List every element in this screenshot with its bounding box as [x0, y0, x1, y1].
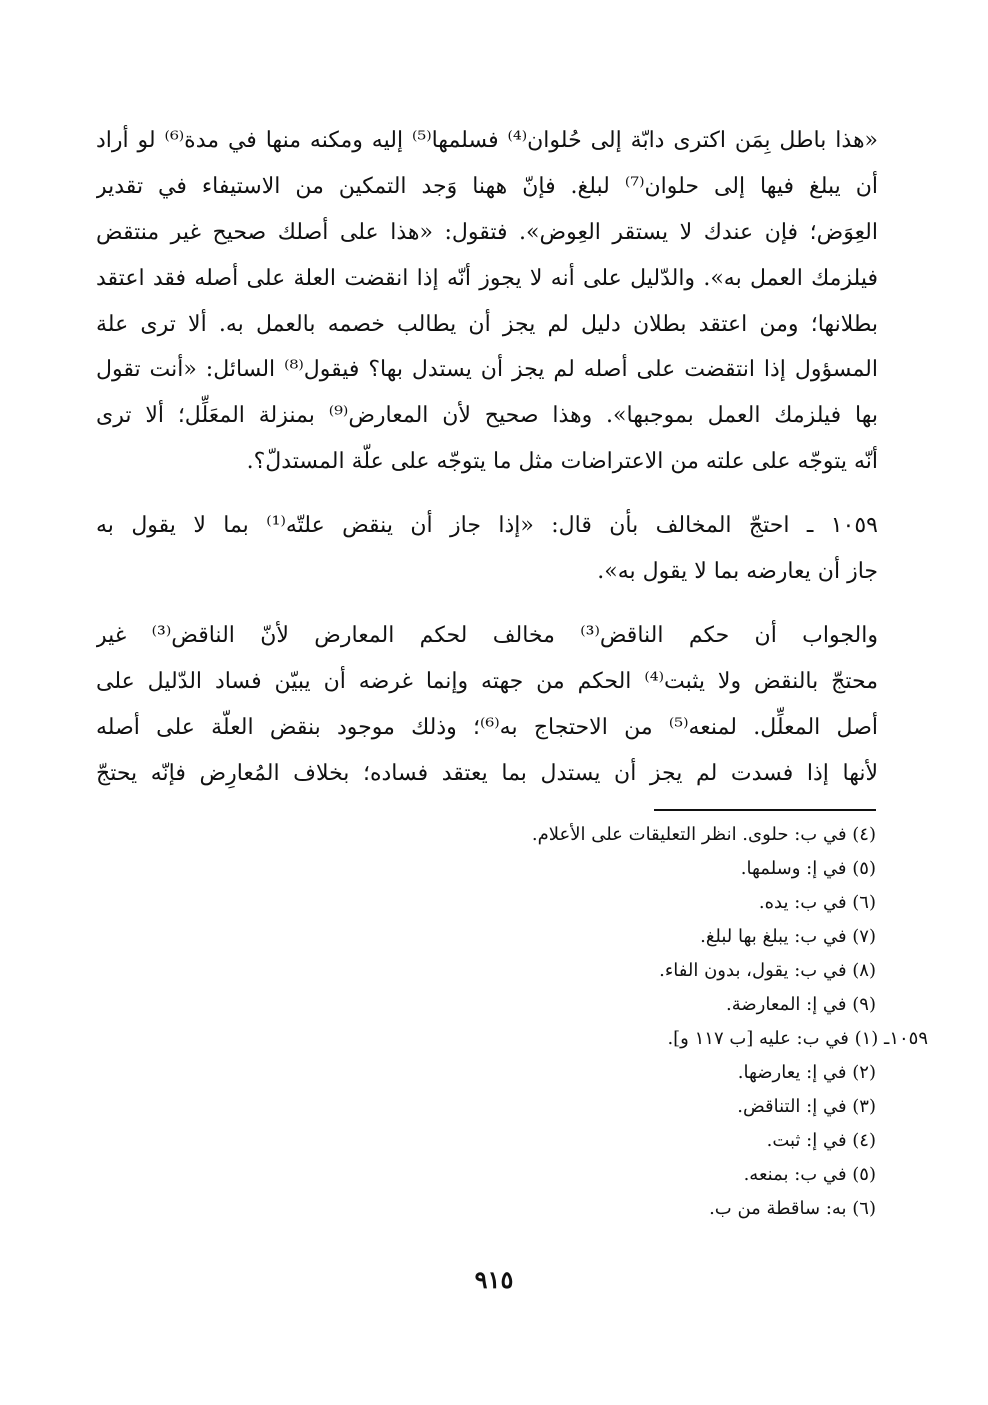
text-line: أنّه يتوجّه على علته من الاعتراضات مثل ما يتوجّه على علّة المستدلّ؟. — [246, 449, 878, 475]
text-line: فيلزمك العمل به». والدّليل على أنه لا يجوز أنّه إذا انقضت العلة على أصله فقد اعتقد — [96, 265, 878, 291]
text-line: أن يبلغ فيها إلى حلوان⁽⁷⁾ لبلغ. فإنّ ههنا وَجد التمكين من الاستيفاء في تقدير — [96, 173, 878, 199]
text-line: محتجّ بالنقض ولا يثبت⁽⁴⁾ الحكم من جهته وإنما غرضه أن يبيّن فساد الدّليل على — [96, 668, 878, 694]
text-line: «هذا باطل بِمَن اكترى دابّة إلى حُلوان⁽⁴⁾ فسلمها⁽⁵⁾ إليه ومكنه منها في مدة⁽⁶⁾ لو أراد — [96, 128, 878, 153]
footnote: (٧) في ب: يبلغ بها لبلغ. — [700, 926, 876, 947]
footnote: (٢) في إ: يعارضها. — [737, 1062, 876, 1083]
main-text — [96, 118, 878, 796]
footnote: (٤) في ب: حلوى. انظر التعليقات على الأعلام. — [531, 824, 876, 845]
footnote: (٣) في إ: التناقض. — [737, 1096, 876, 1117]
footnote: (٦) في ب: يده. — [758, 892, 876, 913]
footnotes — [531, 818, 928, 1226]
text-line: والجواب أن حكم الناقض⁽³⁾ مخالف لحكم المعارض لأنّ الناقض⁽³⁾ غير — [96, 622, 878, 648]
footnote: (٩) في إ: المعارضة. — [726, 994, 876, 1015]
paragraph-2 — [96, 503, 878, 595]
paragraph-1 — [96, 118, 878, 485]
text-line: جاز أن يعارضه بما لا يقول به». — [597, 559, 878, 585]
footnote-divider — [654, 809, 876, 811]
footnote: (٨) في ب: يقول، بدون الفاء. — [659, 960, 876, 981]
text-line: لأنها إذا فسدت لم يجز أن يستدل بما يعتقد فساده؛ بخلاف المُعارِض فإنّه يحتجّ — [96, 760, 878, 786]
text-line: المسؤول إذا انتقضت على أصله لم يجز أن يستدل بها؟ فيقول⁽⁸⁾ السائل: «أنت تقول — [96, 357, 878, 383]
footnote: (٥) في إ: وسلمها. — [740, 858, 876, 879]
text-line: العِوَض؛ فإن عندك لا يستقر العِوض». فتقول: «هذا على أصلك صحيح غير منتقض — [96, 219, 878, 245]
page-number: ٩١٥ — [474, 1265, 514, 1294]
text-line: بها فيلزمك العمل بموجبها». وهذا صحيح لأن المعارض⁽⁹⁾ بمنزلة المعَلِّل؛ ألا ترى — [96, 403, 878, 429]
footnote: (٤) في إ: ثبت. — [766, 1130, 876, 1151]
footnote: (٦) به: ساقطة من ب. — [709, 1198, 876, 1219]
text-line: ١٠٥٩ ـ احتجّ المخالف بأن قال: «إذا جاز أن ينقض علتّه⁽¹⁾ بما لا يقول به — [96, 513, 878, 539]
text-line: بطلانها؛ ومن اعتقد بطلان دليل لم يجز أن يطالب خصمه بالعمل به. ألا ترى علة — [96, 311, 878, 337]
text-line: أصل المعلِّل. لمنعه⁽⁵⁾ من الاحتجاج به⁽⁶⁾؛ وذلك موجود بنقض العلّة على أصله — [96, 714, 878, 740]
paragraph-3 — [96, 613, 878, 797]
footnote: (٥) في ب: بمنعه. — [743, 1164, 876, 1185]
footnote-group-heading: ١٠٥٩ـ (١) في ب: عليه [ب ١١٧ و]. — [667, 1028, 928, 1049]
